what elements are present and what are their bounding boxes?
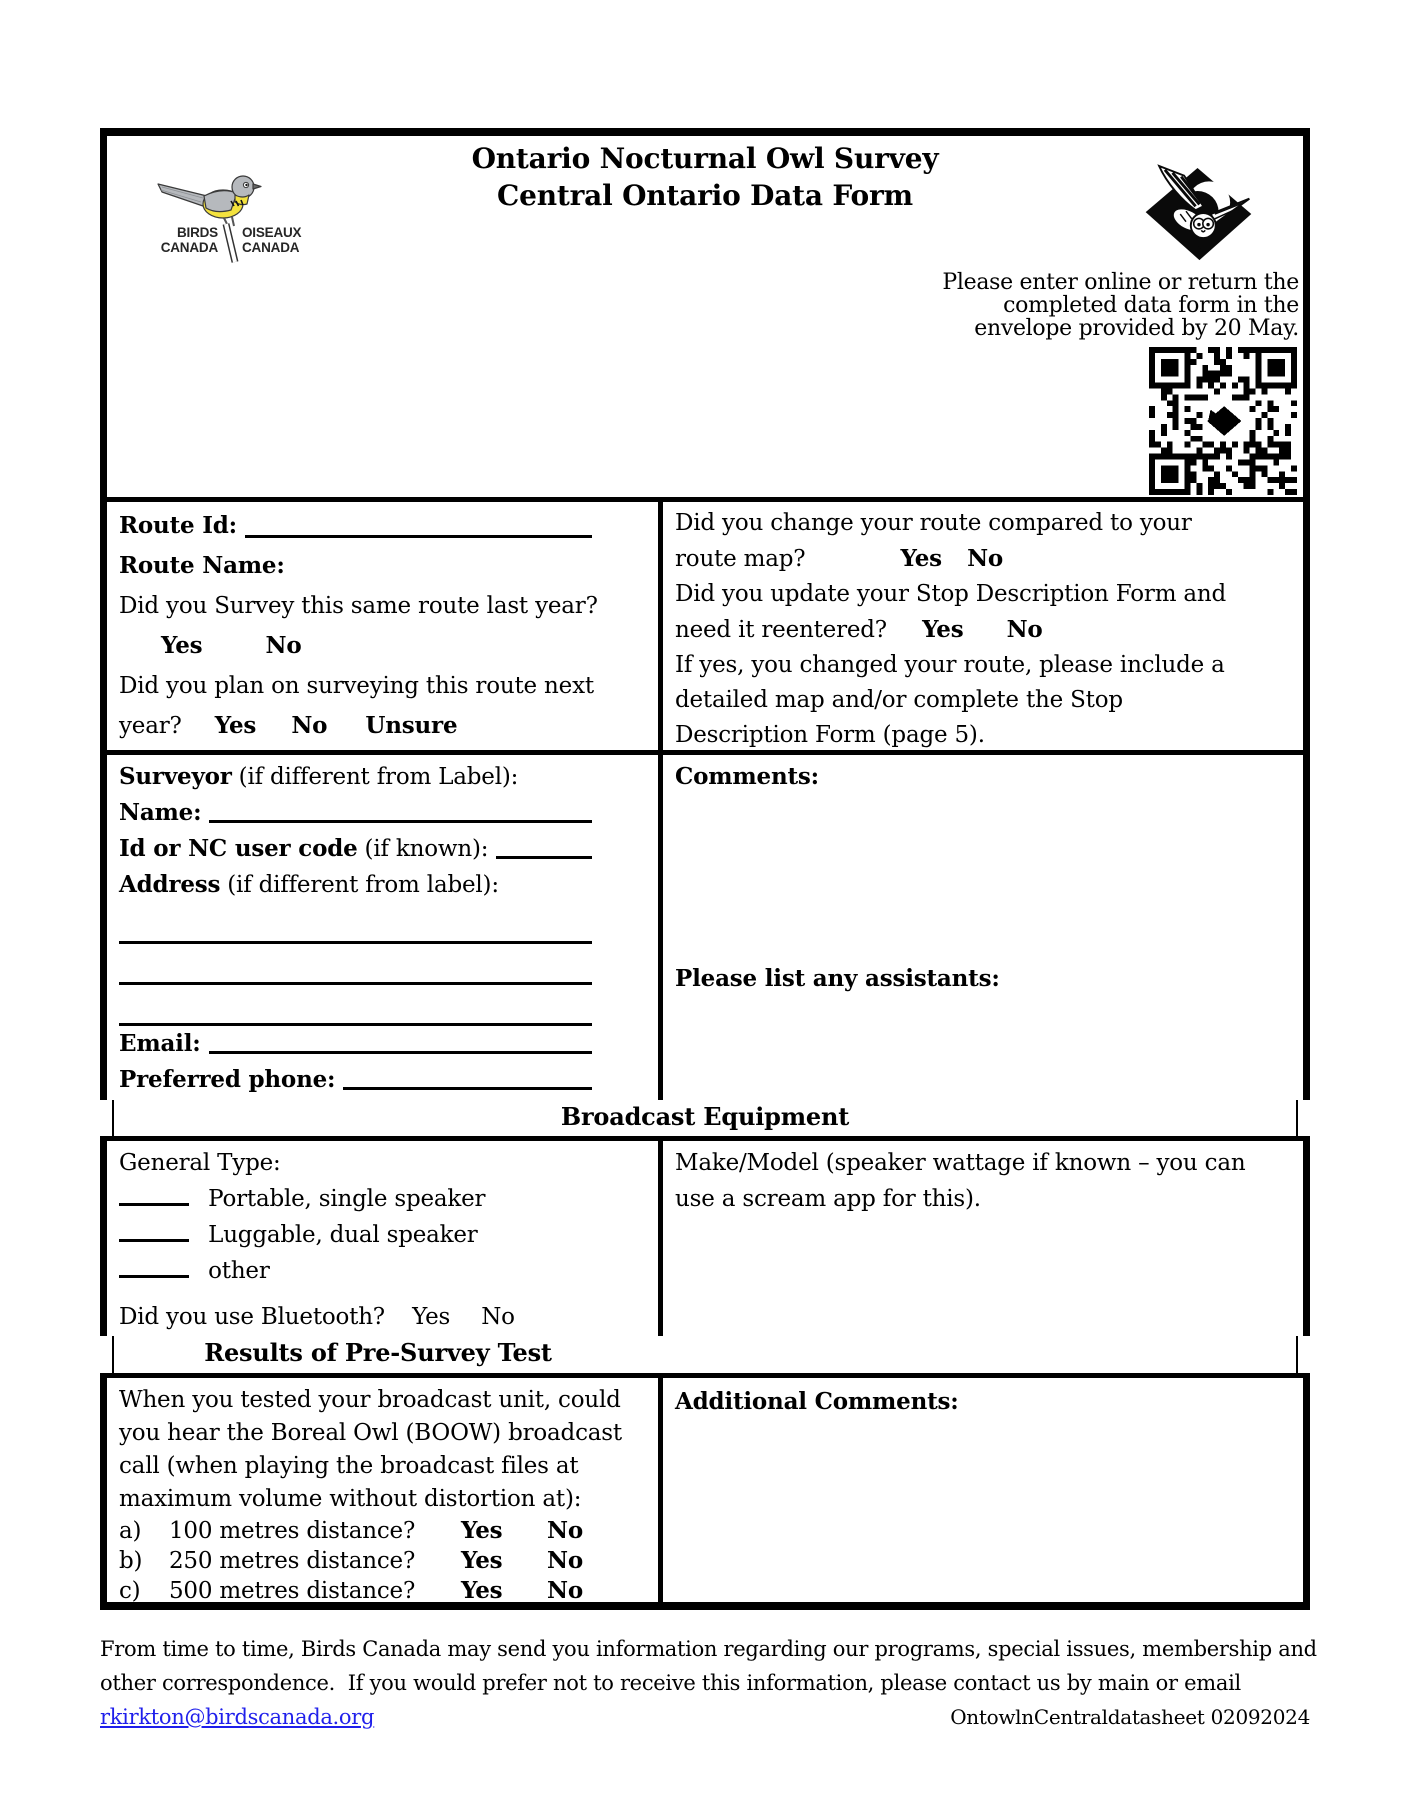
route-section [100,497,1310,750]
surveyor-name-blank-line [209,795,592,823]
broadcast-left-cell [107,1141,663,1336]
surveyor-label: Surveyor [119,763,232,790]
surveyor-id-label: Id or NC user code [119,835,358,862]
pre-survey-item-a [119,1516,646,1546]
pre-survey-item-c [119,1576,646,1602]
last-year-no-option: No [265,632,302,659]
surveyor-email-blank-line [209,1026,592,1054]
return-instructions-line3: envelope provided by 20 May. [974,316,1299,341]
last-year-yes-option: Yes [161,632,203,659]
item-a-no-option: No [547,1517,583,1544]
route-name-label: Route Name: [119,552,285,579]
changed-route-yes-option: Yes [900,545,942,572]
surveyor-phone-label: Preferred phone: [119,1066,336,1093]
next-year-no-option: No [291,712,328,739]
datasheet-id: OntowlnCentraldatasheet 02092024 [950,1705,1310,1729]
item-c-no-option: No [547,1577,583,1602]
item-b-yes-option: Yes [461,1547,503,1574]
surveyor-left-cell [107,755,663,1100]
logo-text-canada-fr: CANADA [242,240,300,255]
logo-text-canada-en: CANADA [160,240,218,255]
data-form-table [100,128,1310,1610]
changed-route-question-line1: Did you change your route compared to your [675,510,1192,536]
broadcast-equipment-header [100,1100,1310,1136]
additional-comments-cell [663,1378,1303,1602]
broadcast-equipment-section [100,1136,1310,1336]
route-id-blank-line [245,506,592,538]
footer-line2: other correspondence. If you would prefer not to receive this information, please contact us by main or email [100,1671,1241,1695]
surveyor-name-label: Name: [119,799,202,826]
pre-survey-question: When you tested your broadcast unit, could you hear the Boreal Owl (BOOW) broadcast call (when playing the broadcast files at maximum volume without distortion at): [119,1387,622,1512]
footer-note [100,1632,1317,1734]
return-instructions-line2: completed data form in the [1003,293,1299,318]
return-instructions [942,271,1299,340]
bluetooth-yes-option: Yes [412,1304,451,1330]
updated-stop-question-line2: need it reentered? [675,617,887,643]
form-title-line1: Ontario Nocturnal Owl Survey [471,142,939,175]
surveyor-id-label-note: (if known): [364,836,489,862]
surveyor-section [100,750,1310,1100]
bluetooth-question: Did you use Bluetooth? [119,1304,385,1330]
surveyor-phone-blank-line [343,1062,592,1090]
if-yes-note-line2: detailed map and/or complete the Stop [675,687,1123,713]
comments-cell [663,755,1303,1100]
additional-comments-label: Additional Comments: [675,1388,959,1415]
item-b-no-option: No [547,1547,583,1574]
make-model-cell [663,1141,1303,1336]
next-year-unsure-option: Unsure [365,712,458,739]
updated-stop-yes-option: Yes [922,616,964,643]
surveyor-label-note: (if different from Label): [238,764,519,790]
route-right-cell [663,502,1303,750]
type-option-3-label: other [208,1258,270,1284]
pre-survey-test-section [100,1373,1310,1610]
comments-label: Comments: [675,763,819,790]
type-option-2-label: Luggable, dual speaker [208,1222,478,1248]
changed-route-question-line2: route map? [675,546,806,572]
item-a-yes-option: Yes [461,1517,503,1544]
logo-text-birds: BIRDS [176,225,218,240]
address-blank-line-1 [119,903,592,944]
route-id-label: Route Id: [119,512,237,539]
bluetooth-no-option: No [481,1304,515,1330]
pre-survey-test-header [100,1336,1310,1373]
make-model-note-line1: Make/Model (speaker wattage if known – you can [675,1150,1246,1176]
assistants-label: Please list any assistants: [675,965,1000,992]
birds-canada-logo [152,164,312,266]
broadcast-equipment-title: Broadcast Equipment [560,1102,850,1131]
next-year-yes-option: Yes [214,712,257,739]
header-right-stack [942,162,1299,495]
updated-stop-question-line1: Did you update your Stop Description Form and [675,581,1227,607]
make-model-note-line2: use a scream app for this). [675,1186,981,1212]
updated-stop-no-option: No [1006,616,1043,643]
item-c-letter: c) [119,1578,141,1602]
surveyor-id-blank-line [496,831,592,859]
pre-survey-left-cell [107,1378,663,1602]
address-blank-line-2 [119,944,592,985]
type-option-1-label: Portable, single speaker [208,1186,486,1212]
if-yes-note-line1: If yes, you changed your route, please include a [675,652,1225,678]
qr-code [1147,347,1299,495]
pre-survey-test-title: Results of Pre-Survey Test [204,1338,552,1367]
form-header-section [100,128,1310,497]
changed-route-no-option: No [967,545,1004,572]
surveyor-email-label: Email: [119,1030,201,1057]
address-blank-line-3 [119,985,592,1026]
logo-text-oiseaux: OISEAUX [242,225,302,240]
plan-next-year-question-line1: Did you plan on surveying this route next [119,673,594,699]
plan-next-year-question-line2: year? [119,713,182,739]
footer-line1: From time to time, Birds Canada may send you information regarding our programs, special issues, membership and [100,1637,1317,1661]
return-instructions-line1: Please enter online or return the [942,270,1299,295]
contact-email-link[interactable]: rkirkton@birdscanada.org [100,1705,375,1729]
item-a-letter: a) [119,1518,142,1544]
pre-survey-item-b [119,1546,646,1576]
item-a-text: 100 metres distance? [169,1518,416,1544]
if-yes-note-line3: Description Form (page 5). [675,722,985,748]
item-b-text: 250 metres distance? [169,1548,416,1574]
route-left-cell [107,502,663,750]
type-option-2-blank [119,1239,189,1242]
surveyor-address-label-note: (if different from label): [227,872,499,898]
form-title-line2: Central Ontario Data Form [497,179,913,212]
owl-program-logo [1138,162,1258,268]
item-c-text: 500 metres distance? [169,1578,416,1602]
general-type-label: General Type: [119,1150,281,1176]
type-option-1-blank [119,1203,189,1206]
item-c-yes-option: Yes [461,1577,503,1602]
item-b-letter: b) [119,1548,143,1574]
surveyor-address-label: Address [119,871,221,898]
type-option-3-blank [119,1275,189,1278]
survey-last-year-question: Did you Survey this same route last year? [119,593,598,619]
